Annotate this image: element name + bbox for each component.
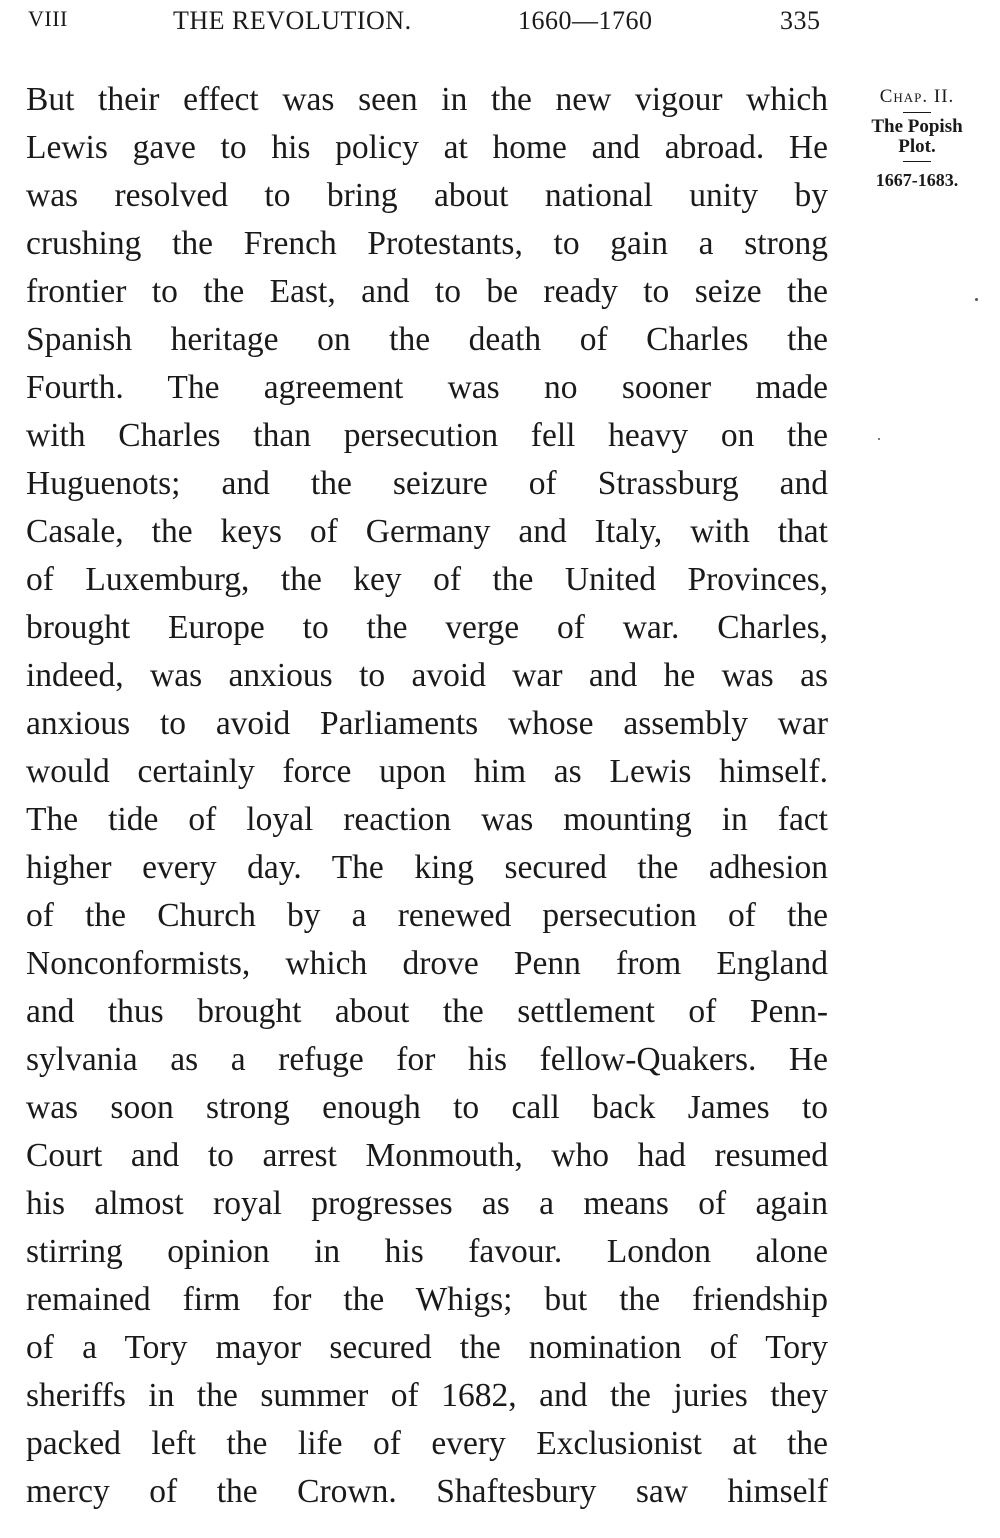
- marginal-note: [842, 86, 992, 191]
- text-line: indeed, was anxious to avoid war and he was as: [26, 657, 828, 694]
- text-line: and thus brought about the settlement of Penn-: [26, 993, 828, 1030]
- running-head: [28, 6, 828, 40]
- note-divider: [903, 161, 931, 162]
- text-line: brought Europe to the verge of war. Charles,: [26, 609, 828, 646]
- text-line: Court and to arrest Monmouth, who had resumed: [26, 1137, 828, 1174]
- text-line: Casale, the keys of Germany and Italy, with that: [26, 513, 828, 550]
- note-title-line-1: The Popish: [871, 116, 963, 137]
- text-line: Nonconformists, which drove Penn from England: [26, 945, 828, 982]
- text-line: was soon strong enough to call back James to: [26, 1089, 828, 1126]
- text-line: would certainly force upon him as Lewis himself.: [26, 753, 828, 790]
- text-line: stirring opinion in his favour. London alone: [26, 1233, 828, 1270]
- page-speck: [975, 298, 978, 301]
- chapter-label: Chap. II.: [879, 86, 955, 107]
- text-line: But their effect was seen in the new vigour which: [26, 81, 828, 118]
- text-line: anxious to avoid Parliaments whose assembly war: [26, 705, 828, 742]
- running-dates: 1660—1760: [518, 6, 653, 35]
- text-line: Spanish heritage on the death of Charles the: [26, 321, 828, 358]
- body-text: [26, 76, 828, 1516]
- text-line: Fourth. The agreement was no sooner made: [26, 369, 828, 406]
- text-line: of a Tory mayor secured the nomination of Tory: [26, 1329, 828, 1366]
- text-line: packed left the life of every Exclusionist at the: [26, 1425, 828, 1462]
- text-line: frontier to the East, and to be ready to seize the: [26, 273, 828, 310]
- running-title: THE REVOLUTION.: [173, 6, 412, 35]
- page-speck: [878, 438, 880, 440]
- text-line: was resolved to bring about national unity by: [26, 177, 828, 214]
- text-line: crushing the French Protestants, to gain a strong: [26, 225, 828, 262]
- text-line: The tide of loyal reaction was mounting in fact: [26, 801, 828, 838]
- note-divider: [903, 112, 931, 113]
- note-title-line-2: Plot.: [898, 136, 936, 157]
- text-line: sylvania as a refuge for his fellow-Quakers. He: [26, 1041, 828, 1078]
- text-line: of Luxemburg, the key of the United Provinces,: [26, 561, 828, 598]
- text-line: mercy of the Crown. Shaftesbury saw himself: [26, 1473, 828, 1510]
- text-line: higher every day. The king secured the adhesion: [26, 849, 828, 886]
- text-line: with Charles than persecution fell heavy on the: [26, 417, 828, 454]
- text-line: Lewis gave to his policy at home and abroad. He: [26, 129, 828, 166]
- text-line: of the Church by a renewed persecution of the: [26, 897, 828, 934]
- text-line: sheriffs in the summer of 1682, and the juries they: [26, 1377, 828, 1414]
- section-number: VIII: [28, 6, 68, 31]
- note-dates: 1667-1683.: [875, 170, 959, 190]
- text-line: Huguenots; and the seizure of Strassburg and: [26, 465, 828, 502]
- text-line: remained firm for the Whigs; but the friendship: [26, 1281, 828, 1318]
- page-number: 335: [780, 6, 821, 35]
- text-line: his almost royal progresses as a means of again: [26, 1185, 828, 1222]
